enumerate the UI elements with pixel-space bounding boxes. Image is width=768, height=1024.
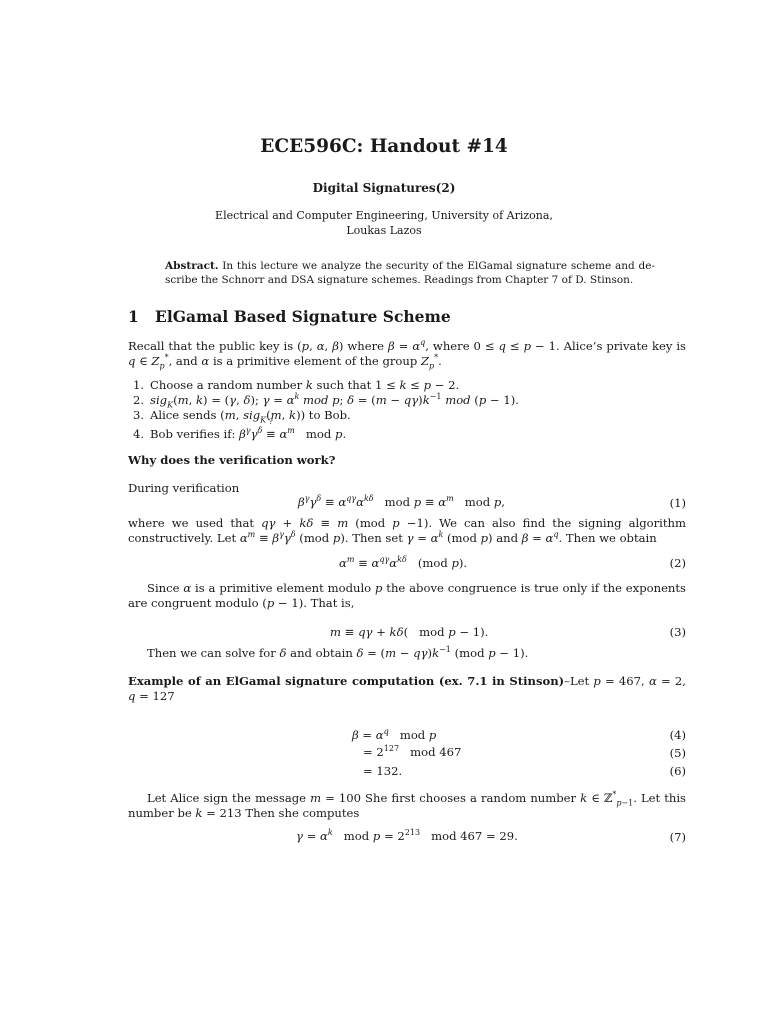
equation-number-5: (5) bbox=[669, 746, 686, 760]
equation-number-4: (4) bbox=[669, 728, 686, 742]
equation-6: = 132. bbox=[363, 764, 403, 778]
paragraph-primitive: Since α is a primitive element modulo p the above congruence is true only if the exponents are congruent modulo (p − 1). That is, bbox=[128, 581, 686, 610]
abstract bbox=[165, 259, 655, 287]
equation-7: $\gamma = \alpha^k$ mod $p = 2^{213}$ mod 467 = 29. bbox=[296, 828, 518, 843]
paragraph-public-key: Recall that the public key is (p, α, β) where $\beta = \alpha^q$, where 0 ≤ q ≤ p − 1. Alice’s private key is q ∈ $Z_p^*$, and α is a primitive element of the group $Z_p^*$. bbox=[128, 338, 686, 371]
equation-number-6: (6) bbox=[669, 764, 686, 778]
section-heading bbox=[128, 307, 451, 326]
equation-5: = $2^{127}$ mod 467 bbox=[363, 744, 462, 759]
question-heading: Why does the verification work? bbox=[128, 453, 336, 467]
equation-2: $\alpha^m \equiv \alpha^{q\gamma}\alpha^{k\delta}$ (mod p). bbox=[339, 555, 468, 570]
equation-3: m ≡ qγ + kδ( mod p − 1). bbox=[330, 625, 489, 639]
step-3: 3. Alice sends (m, sig$_K$(m, k)) to Bob. bbox=[133, 408, 351, 425]
equation-number-7: (7) bbox=[669, 830, 686, 844]
step-2: 2. sig$_K$(m, k) = (γ, δ); $\gamma = \alpha^k$ mod p; $\delta = (m - q\gamma)k^{-1}$ mod (p − 1). bbox=[133, 392, 519, 410]
equation-number-3: (3) bbox=[669, 625, 686, 639]
during-verification: During verification bbox=[128, 481, 240, 495]
author: Loukas Lazos bbox=[346, 224, 422, 237]
step-4: 4. Bob verifies if: $\beta^\gamma\gamma^\delta$ ≡ ? $\alpha^m$ mod p. bbox=[133, 418, 347, 441]
paragraph-example: Example of an ElGamal signature computation (ex. 7.1 in Stinson)–Let p = 467, α = 2, q = 127 bbox=[128, 674, 686, 703]
step-1: 1. Choose a random number k such that 1 ≤ k ≤ p − 2. bbox=[133, 378, 460, 392]
equation-4: $\beta = \alpha^q$ mod p bbox=[352, 727, 437, 742]
abstract-line-1: In this lecture we analyze the security of the ElGamal signature scheme and de- bbox=[222, 260, 655, 272]
abstract-line-2: scribe the Schnorr and DSA signature schemes. Readings from Chapter 7 of D. Stinson. bbox=[165, 274, 634, 286]
equation-1: $\beta^\gamma\gamma^\delta \equiv \alpha^{q\gamma}\alpha^{k\delta}$ mod $p \equiv \alpha^m$ mod p, bbox=[298, 494, 505, 509]
paragraph-alice-sign: Let Alice sign the message m = 100 She first chooses a random number k ∈ ℤ*$_{p-1}$. Let this number be k = 213 Then she computes bbox=[128, 790, 687, 820]
equation-number-1: (1) bbox=[669, 496, 686, 510]
section-number: 1 bbox=[128, 307, 139, 326]
paragraph-constructive: where we used that qγ + kδ ≡ m (mod p −1). We can also find the signing algorithm constructively. Let $\alpha^m \equiv \beta^\gamma\gamma^\delta$ (mod p). Then set $\gamma = \alpha^k$ (mod p) and $\beta = \alpha^q$. Then we obtain bbox=[128, 516, 686, 545]
abstract-label: Abstract. bbox=[165, 260, 219, 272]
page-subtitle: Digital Signatures(2) bbox=[312, 181, 456, 195]
page-title: ECE596C: Handout #14 bbox=[260, 136, 508, 157]
example-title: Example of an ElGamal signature computation (ex. 7.1 in Stinson) bbox=[128, 674, 565, 688]
equation-number-2: (2) bbox=[669, 556, 686, 570]
affiliation: Electrical and Computer Engineering, University of Arizona, bbox=[215, 209, 553, 222]
section-title: ElGamal Based Signature Scheme bbox=[155, 307, 451, 326]
paragraph-solve-delta: Then we can solve for δ and obtain $\delta = (m - q\gamma)k^{-1}$ (mod p − 1). bbox=[147, 645, 529, 660]
